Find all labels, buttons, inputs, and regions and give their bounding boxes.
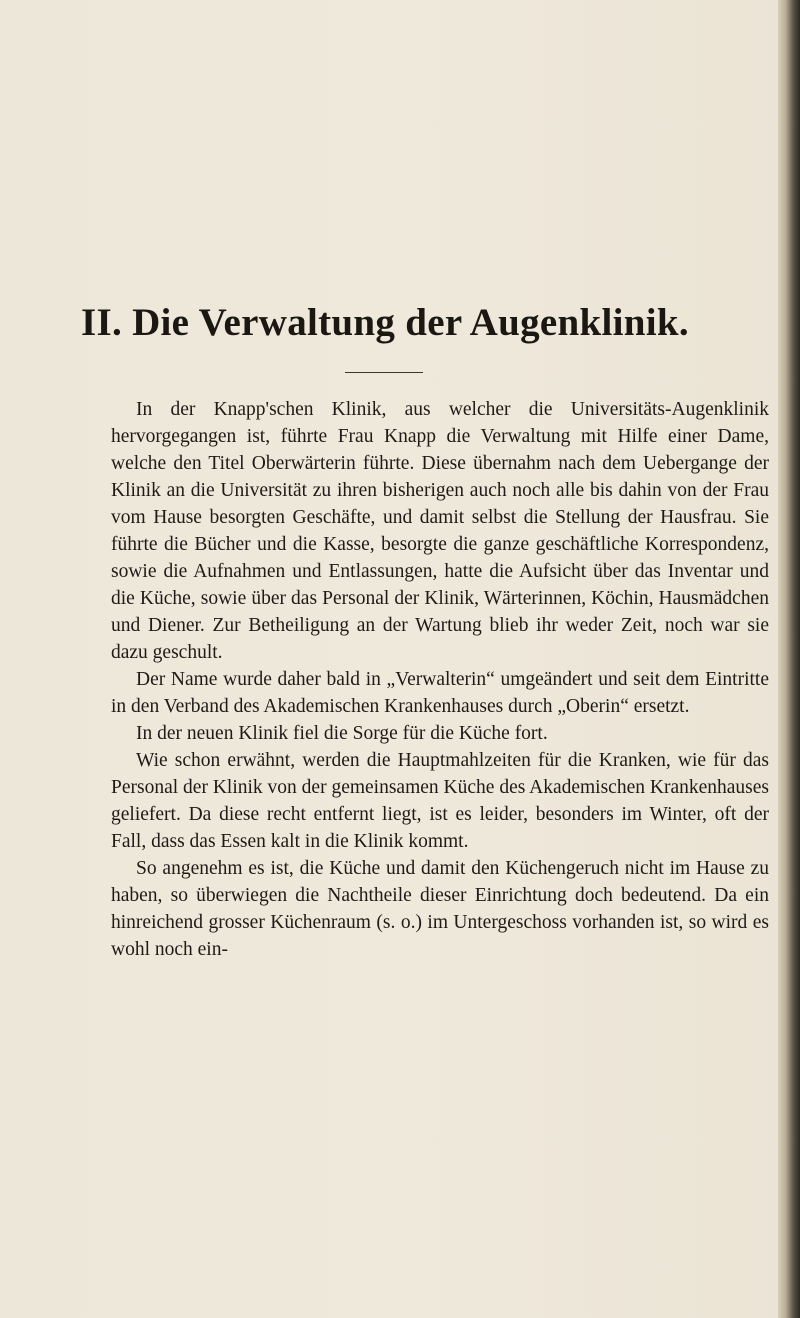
body-text: [111, 396, 769, 963]
paragraph: In der neuen Klinik fiel die Sorge für die Küche fort.: [136, 723, 548, 744]
chapter-heading: II. Die Verwaltung der Augenklinik.: [81, 301, 689, 344]
paragraph: So angenehm es ist, die Küche und damit den Küchengeruch nicht im Hause zu haben, so überwiegen die Nachtheile dieser Einrichtung doch bedeutend. Da ein hinreichend grosser Küchenraum (s. o.) im Untergeschoss vorhanden ist, so wird es wohl noch ein-: [111, 858, 769, 960]
book-spine-edge: [778, 0, 800, 1318]
heading-divider: [345, 372, 423, 373]
paragraph: In der Knapp'schen Klinik, aus welcher die Universitäts-Augenklinik hervorgegangen ist, führte Frau Knapp die Verwaltung mit Hilfe einer Dame, welche den Titel Oberwärterin führte. Diese übernahm nach dem Uebergange der Klinik an die Universität zu ihren bisherigen auch noch alle bis dahin von der Frau vom Hause besorgten Geschäfte, und damit selbst die Stellung der Hausfrau. Sie führte die Bücher und die Kasse, besorgte die ganze geschäftliche Korrespondenz, sowie die Aufnahmen und Entlassungen, hatte die Aufsicht über das Inventar und die Küche, sowie über das Personal der Klinik, Wärterinnen, Köchin, Hausmädchen und Diener. Zur Betheiligung an der Wartung blieb ihr weder Zeit, noch war sie dazu geschult.: [111, 399, 769, 663]
paragraph: Der Name wurde daher bald in „Verwalterin“ umgeändert und seit dem Eintritte in den Verband des Akademischen Krankenhauses durch „Oberin“ ersetzt.: [111, 669, 769, 717]
paragraph: Wie schon erwähnt, werden die Hauptmahlzeiten für die Kranken, wie für das Personal der Klinik von der gemeinsamen Küche des Akademischen Krankenhauses geliefert. Da diese recht entfernt liegt, ist es leider, besonders im Winter, oft der Fall, dass das Essen kalt in die Klinik kommt.: [111, 750, 769, 852]
